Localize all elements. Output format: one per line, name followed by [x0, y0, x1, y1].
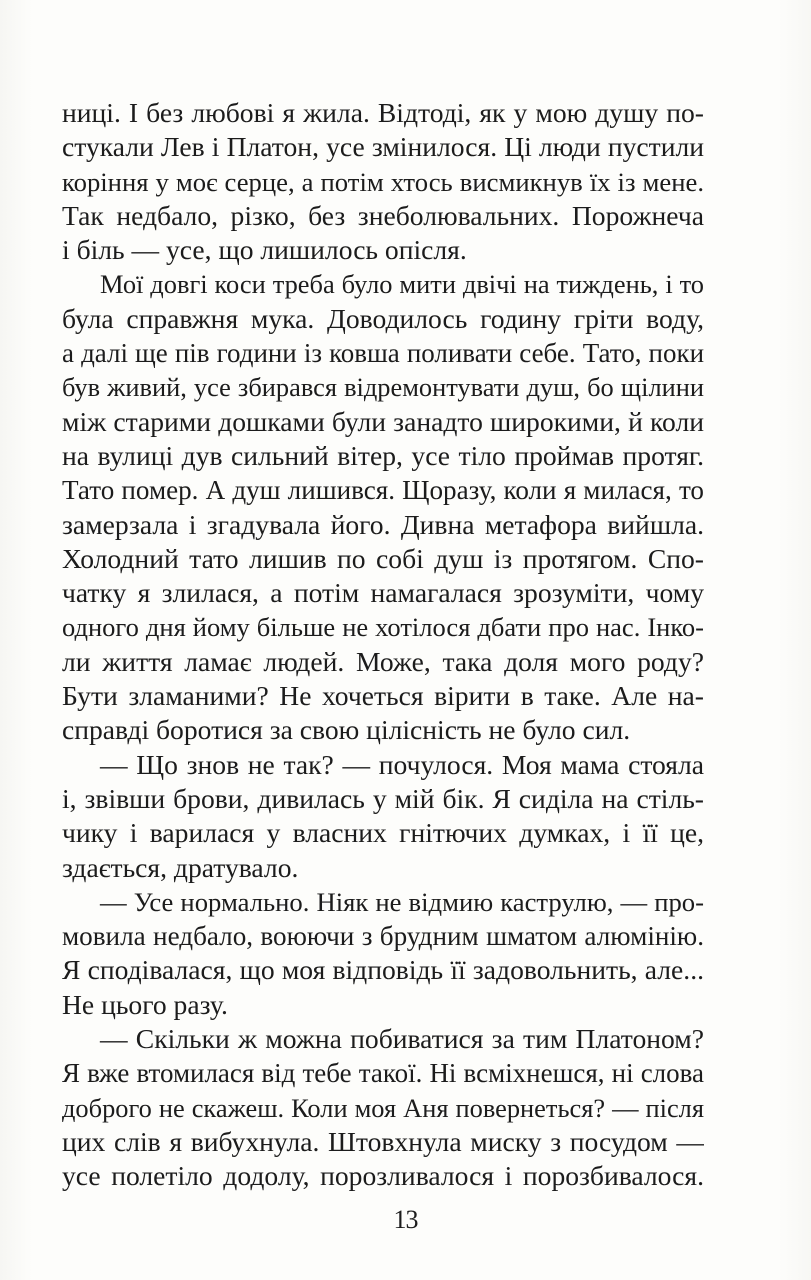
page-body-text	[62, 96, 704, 1194]
paragraph-5	[62, 1022, 704, 1193]
text-line: — Усе нормально. Ніяк не відмию каструлю, — про-	[100, 886, 704, 917]
text-line: чатку я злилася, а потім намагалася зрозуміти, чому	[62, 577, 704, 609]
paragraph-2	[62, 267, 704, 747]
text-line: а далі ще пів години із ковша поливати себе. Тато, поки	[62, 338, 704, 369]
paragraph-1	[62, 96, 704, 267]
text-line: і, звівши брови, дивилась у мій бік. Я сиділа на стіль-	[62, 782, 704, 814]
text-line: одного дня йому більше не хотілося дбати про нас. Інко-	[62, 612, 704, 643]
text-line: Холодний тато лишив по собі душ із протягом. Спо-	[62, 542, 704, 574]
text-line: Тато помер. А душ лишився. Щоразу, коли я милася, то	[62, 475, 704, 506]
text-line: коріння у моє серце, а потім хтось висмикнув їх із мене.	[62, 166, 704, 197]
text-line: була справжня мука. Доводилось годину гріти воду,	[62, 302, 704, 334]
text-line: між старими дошками були занадто широкими, й коли	[62, 405, 704, 437]
text-line: ниці. І без любові я жила. Відтоді, як у мою душу по-	[62, 97, 704, 128]
text-line: Мої довгі коси треба було мити двічі на тиждень, і то	[100, 269, 704, 300]
paragraph-3	[62, 748, 704, 885]
text-line: на вулиці дув сильний вітер, усе тіло проймав протяг.	[62, 439, 704, 471]
page-number: 13	[393, 1205, 418, 1234]
text-line: усе полетіло додолу, порозливалося і порозбивалося.	[62, 1160, 704, 1192]
text-line: доброго не скажеш. Коли моя Аня повернеться? — після	[62, 1092, 704, 1123]
text-line: замерзала і згадувала його. Дивна метафора вийшла.	[62, 508, 704, 540]
text-line: був живий, усе збирався відремонтувати душ, бо щілини	[62, 372, 704, 403]
text-line: здається, дратувало.	[62, 851, 299, 883]
text-line: Я вже втомилася від тебе такої. Ні всміхнешся, ні слова	[62, 1058, 704, 1089]
text-line: і біль — усе, що лишилось опісля.	[62, 234, 467, 266]
text-line: чику і варилася у власних гнітючих думках, і її це,	[62, 817, 704, 849]
text-line: Бути зламаними? Не хочеться вірити в таке. Але на-	[62, 680, 704, 712]
text-line: Так недбало, різко, без знеболювальних. Порожнеча	[62, 199, 704, 231]
text-line: справді боротися за свою цілісність не було сил.	[62, 714, 631, 746]
text-line: ли життя ламає людей. Може, така доля мого роду?	[62, 645, 704, 677]
text-line: — Скільки ж можна побиватися за тим Платоном?	[100, 1023, 704, 1055]
text-line: цих слів я вибухнула. Штовхнула миску з посудом —	[62, 1125, 704, 1157]
paragraph-4	[62, 885, 704, 1022]
text-line: Не цього разу.	[62, 988, 228, 1020]
text-line: мовила недбало, воюючи з брудним шматом алюмінію.	[62, 921, 704, 952]
text-line: Я сподівалася, що моя відповідь її задовольнить, але...	[62, 954, 704, 986]
text-line: — Що знов не так? — почулося. Моя мама стояла	[100, 748, 704, 780]
text-line: стукали Лев і Платон, усе змінилося. Ці люди пустили	[62, 131, 704, 163]
